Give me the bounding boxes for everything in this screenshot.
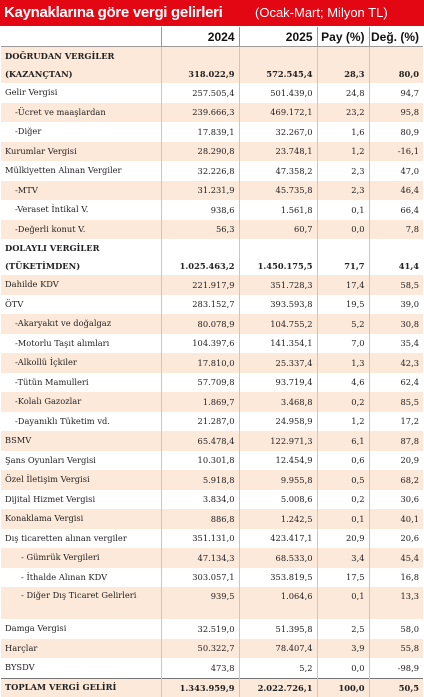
cell-2024: 17.839,1 (161, 122, 239, 142)
table-row (1, 334, 423, 354)
cell-share: 28,3 (317, 65, 369, 83)
column-header-2025: 2025 (239, 27, 317, 47)
cell-share: 23,2 (317, 103, 369, 123)
cell-share: 17,4 (317, 275, 369, 295)
table-row (1, 103, 423, 123)
cell-share: 1,3 (317, 353, 369, 373)
cell-2025: 23.748,1 (239, 142, 317, 162)
cell-2024: 1.869,7 (161, 392, 239, 412)
cell-share: 1,6 (317, 122, 369, 142)
cell-2024: 32.226,8 (161, 161, 239, 181)
cell-2025: 2.022.726,1 (239, 678, 317, 697)
table-row (1, 83, 423, 103)
cell-2024: 21.287,0 (161, 412, 239, 432)
row-label: (KAZANÇTAN) (1, 65, 161, 83)
cell-share: 6,1 (317, 431, 369, 451)
row-label: -Dayanıklı Tüketim vd. (15, 415, 110, 426)
row-label: -Veraset İntikal V. (15, 204, 89, 215)
cell-share: 3,9 (317, 639, 369, 659)
cell-2025: 141.354,1 (239, 334, 317, 354)
cell-2025 (239, 239, 317, 257)
row-label: Gelir Vergisi (5, 87, 58, 98)
table-row (1, 568, 423, 588)
cell-2025: 51.395,8 (239, 619, 317, 639)
cell-share: 3,4 (317, 548, 369, 568)
cell-change (369, 239, 423, 257)
cell-2025: 9.955,8 (239, 470, 317, 490)
cell-2025: 5,2 (239, 658, 317, 678)
cell-change: 80,9 (369, 122, 423, 142)
table-row (1, 295, 423, 315)
cell-2025: 1.242,5 (239, 509, 317, 529)
cell-2024: 221.917,9 (161, 275, 239, 295)
cell-2025: 393.593,8 (239, 295, 317, 315)
cell-2024: 47.134,3 (161, 548, 239, 568)
row-label: -Motorlu Taşıt alımları (15, 337, 110, 348)
cell-change: -16,1 (369, 142, 423, 162)
cell-2025: 12.454,9 (239, 451, 317, 471)
cell-2025: 5.008,6 (239, 490, 317, 510)
cell-change: 20,6 (369, 529, 423, 549)
cell-2024: 318.022,9 (161, 65, 239, 83)
cell-share: 0,0 (317, 658, 369, 678)
row-label: ÖTV (5, 298, 24, 309)
column-header-label (1, 27, 161, 47)
cell-share: 1,2 (317, 142, 369, 162)
row-label: - Gümrük Vergileri (1, 548, 161, 568)
table-row (1, 373, 423, 393)
cell-2025: 572.545,4 (239, 65, 317, 83)
cell-2025: 353.819,5 (239, 568, 317, 588)
cell-change: 94,7 (369, 83, 423, 103)
cell-2025: 469.172,1 (239, 103, 317, 123)
row-label: Dış ticaretten alınan vergiler (5, 532, 127, 543)
cell-change: 87,8 (369, 431, 423, 451)
row-label: TOPLAM VERGİ GELİRİ (1, 678, 161, 697)
table-row (1, 200, 423, 220)
cell-2025: 47.358,2 (239, 161, 317, 181)
cell-change: 40,1 (369, 509, 423, 529)
cell-share: 5,2 (317, 314, 369, 334)
cell-2024 (161, 239, 239, 257)
cell-2025: 45.735,8 (239, 181, 317, 201)
column-header-change: Değ. (%) (369, 27, 423, 47)
cell-change: 62,4 (369, 373, 423, 393)
cell-change: 30,6 (369, 490, 423, 510)
cell-2025: 24.958,9 (239, 412, 317, 432)
row-label: -Değerli konut V. (1, 220, 161, 240)
cell-change: 13,3 (369, 587, 423, 619)
table-row (1, 181, 423, 201)
cell-share: 7,0 (317, 334, 369, 354)
cell-2025: 104.755,2 (239, 314, 317, 334)
cell-2024: 886,8 (161, 509, 239, 529)
cell-change: 95,8 (369, 103, 423, 123)
cell-share: 0,2 (317, 490, 369, 510)
cell-share: 0,1 (317, 200, 369, 220)
table-row (1, 142, 423, 162)
cell-2025: 60,7 (239, 220, 317, 240)
table-title: Kaynaklarına göre vergi gelirleri (4, 4, 223, 21)
cell-2024: 57.709,8 (161, 373, 239, 393)
cell-share: 0,2 (317, 392, 369, 412)
cell-2025: 351.728,3 (239, 275, 317, 295)
row-label: -Ücret ve maaşlardan (1, 103, 161, 123)
cell-2024 (161, 47, 239, 66)
table-row (1, 678, 423, 697)
cell-share: 100,0 (317, 678, 369, 697)
table-row (1, 239, 423, 257)
cell-change: 46,4 (369, 181, 423, 201)
cell-share (317, 239, 369, 257)
row-label: - İthalde Alınan KDV (21, 571, 108, 582)
row-label: Konaklama Vergisi (1, 509, 161, 529)
row-label: -Akaryakıt ve doğalgaz (1, 314, 161, 334)
cell-2025: 122.971,3 (239, 431, 317, 451)
cell-2025: 25.337,4 (239, 353, 317, 373)
table-row (1, 451, 423, 471)
cell-2024: 283.152,7 (161, 295, 239, 315)
cell-2024: 939,5 (161, 587, 239, 619)
cell-change: 16,8 (369, 568, 423, 588)
cell-2024: 351.131,0 (161, 529, 239, 549)
cell-2024: 5.918,8 (161, 470, 239, 490)
cell-change: 47,0 (369, 161, 423, 181)
row-label: -Kolalı Gazozlar (1, 392, 161, 412)
row-label: Dijital Hizmet Vergisi (5, 493, 96, 504)
cell-share: 0,6 (317, 451, 369, 471)
row-label: -Alkollü İçkiler (1, 353, 161, 373)
table-row (1, 587, 423, 619)
cell-change: -98,9 (369, 658, 423, 678)
table-row (1, 412, 423, 432)
cell-2025: 423.417,1 (239, 529, 317, 549)
cell-2024: 303.057,1 (161, 568, 239, 588)
cell-share: 4,6 (317, 373, 369, 393)
cell-2025: 78.407,4 (239, 639, 317, 659)
table-row (1, 353, 423, 373)
cell-change: 85,5 (369, 392, 423, 412)
cell-2024: 257.505,4 (161, 83, 239, 103)
cell-share: 20,9 (317, 529, 369, 549)
table-row (1, 509, 423, 529)
cell-2024: 3.834,0 (161, 490, 239, 510)
table-row (1, 639, 423, 659)
row-label: Damga Vergisi (5, 623, 67, 634)
cell-change: 58,5 (369, 275, 423, 295)
row-label: Mülkiyetten Alınan Vergiler (5, 165, 122, 176)
table-row (1, 619, 423, 639)
table-row (1, 548, 423, 568)
cell-2024: 104.397,6 (161, 334, 239, 354)
row-label: -Diğer (15, 126, 42, 137)
cell-change: 35,4 (369, 334, 423, 354)
cell-2025: 1.561,8 (239, 200, 317, 220)
cell-share (317, 47, 369, 66)
table-row (1, 220, 423, 240)
row-label: -Tütün Mamulleri (15, 376, 89, 387)
cell-2024: 65.478,4 (161, 431, 239, 451)
table-subtitle: (Ocak-Mart; Milyon TL) (255, 5, 388, 20)
table-row (1, 161, 423, 181)
cell-change: 30,8 (369, 314, 423, 334)
cell-change: 58,0 (369, 619, 423, 639)
cell-2025: 501.439,0 (239, 83, 317, 103)
row-label: BSMV (1, 431, 161, 451)
row-label: (TÜKETİMDEN) (5, 260, 81, 271)
table-row (1, 658, 423, 678)
table-row (1, 431, 423, 451)
cell-share: 0,1 (317, 509, 369, 529)
cell-2024: 473,8 (161, 658, 239, 678)
table-row (1, 257, 423, 275)
cell-2024: 17.810,0 (161, 353, 239, 373)
column-header-2024: 2024 (161, 27, 239, 47)
row-label: Şans Oyunları Vergisi (5, 454, 96, 465)
cell-2025: 1.064,6 (239, 587, 317, 619)
cell-2024: 32.519,0 (161, 619, 239, 639)
cell-change: 68,2 (369, 470, 423, 490)
row-label: Özel İletişim Vergisi (1, 470, 161, 490)
row-label: -MTV (1, 181, 161, 201)
cell-2025: 1.450.175,5 (239, 257, 317, 275)
cell-change: 55,8 (369, 639, 423, 659)
cell-share: 2,5 (317, 619, 369, 639)
cell-change: 41,4 (369, 257, 423, 275)
cell-share: 2,3 (317, 161, 369, 181)
cell-2024: 56,3 (161, 220, 239, 240)
cell-change: 80,0 (369, 65, 423, 83)
cell-share: 0,1 (317, 587, 369, 619)
cell-share: 17,5 (317, 568, 369, 588)
cell-share: 0,0 (317, 220, 369, 240)
table-row (1, 47, 423, 66)
cell-share: 0,5 (317, 470, 369, 490)
table-row (1, 314, 423, 334)
cell-2025: 3.468,8 (239, 392, 317, 412)
cell-2024: 1.343.959,9 (161, 678, 239, 697)
cell-2024: 28.290,8 (161, 142, 239, 162)
cell-change: 66,4 (369, 200, 423, 220)
cell-change: 7,8 (369, 220, 423, 240)
cell-2024: 1.025.463,2 (161, 257, 239, 275)
cell-2025: 93.719,4 (239, 373, 317, 393)
row-label: Dahilde KDV (1, 275, 161, 295)
cell-share: 2,3 (317, 181, 369, 201)
row-label: DOLAYLI VERGİLER (5, 242, 100, 253)
cell-2024: 80.078,9 (161, 314, 239, 334)
cell-change: 50,5 (369, 678, 423, 697)
row-label: Kurumlar Vergisi (1, 142, 161, 162)
cell-2025 (239, 47, 317, 66)
table-row (1, 122, 423, 142)
cell-2025: 32.267,0 (239, 122, 317, 142)
cell-share: 71,7 (317, 257, 369, 275)
row-label: Harçlar (1, 639, 161, 659)
table-row (1, 470, 423, 490)
table-row (1, 65, 423, 83)
table-body (1, 47, 423, 697)
tax-revenue-table (1, 27, 423, 697)
row-label: - Diğer Dış Ticaret Gelirleri (1, 587, 161, 619)
cell-change: 45,4 (369, 548, 423, 568)
cell-2024: 938,6 (161, 200, 239, 220)
table-row (1, 529, 423, 549)
title-bar (0, 0, 424, 26)
column-header-share: Pay (%) (317, 27, 369, 47)
table-row (1, 490, 423, 510)
cell-2024: 50.322,7 (161, 639, 239, 659)
cell-2024: 10.301,8 (161, 451, 239, 471)
table-header-row (1, 27, 423, 47)
cell-change: 17,2 (369, 412, 423, 432)
cell-change: 42,3 (369, 353, 423, 373)
cell-2025: 68.533,0 (239, 548, 317, 568)
table-row (1, 275, 423, 295)
row-label: DOĞRUDAN VERGİLER (1, 47, 161, 66)
cell-2024: 31.231,9 (161, 181, 239, 201)
cell-change (369, 47, 423, 66)
cell-change: 39,0 (369, 295, 423, 315)
cell-change: 20,9 (369, 451, 423, 471)
cell-share: 24,8 (317, 83, 369, 103)
row-label: BYSDV (5, 662, 35, 673)
cell-share: 19,5 (317, 295, 369, 315)
cell-share: 1,2 (317, 412, 369, 432)
table-row (1, 392, 423, 412)
cell-2024: 239.666,3 (161, 103, 239, 123)
